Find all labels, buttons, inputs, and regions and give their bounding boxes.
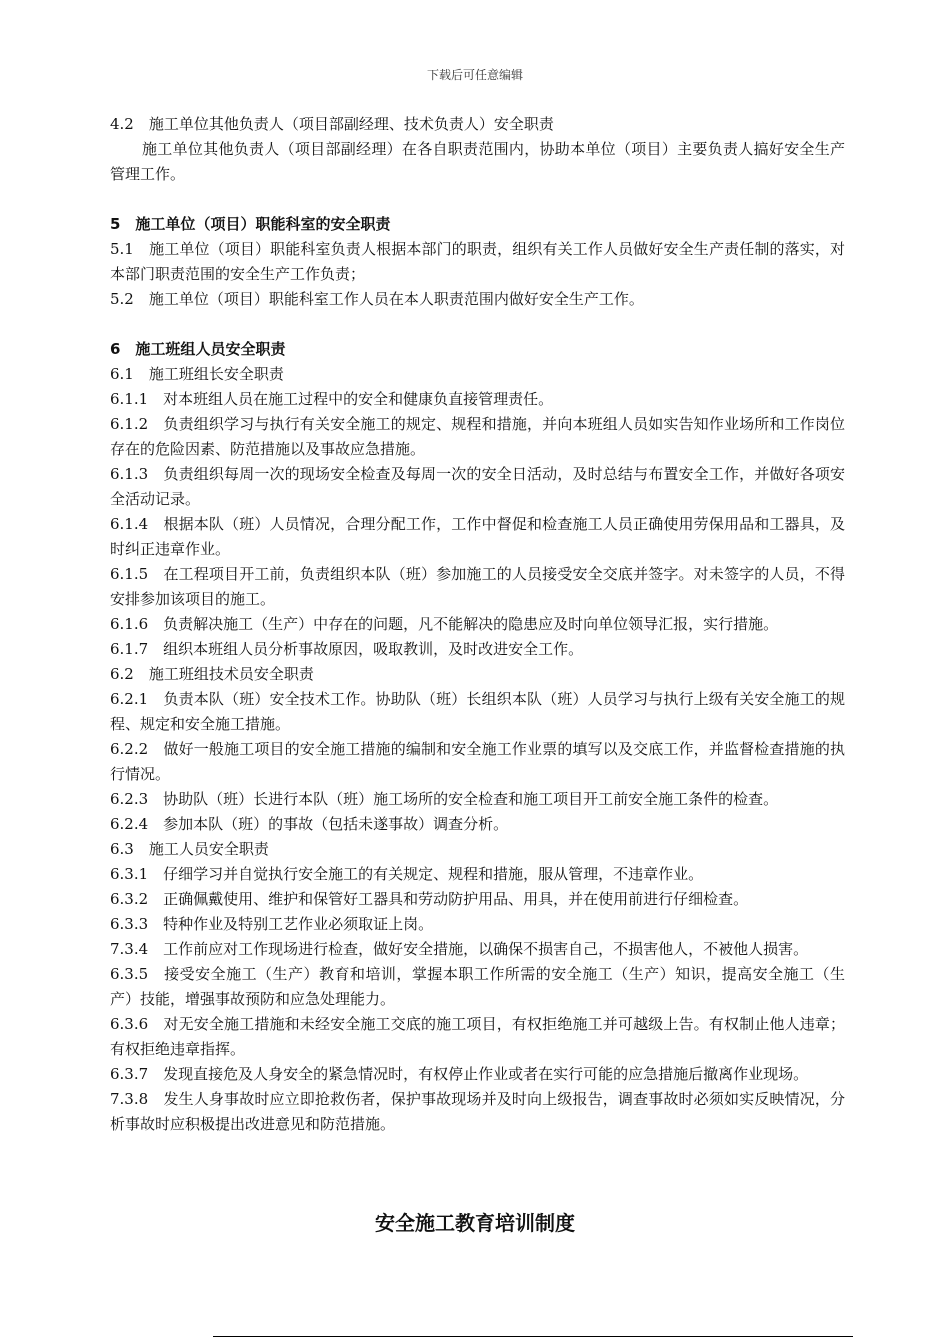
document-title: 安全施工教育培训制度 bbox=[375, 1211, 575, 1235]
document-body bbox=[110, 112, 845, 1137]
paragraph: 6.1.2 负责组织学习与执行有关安全施工的规定、规程和措施，并向本班组人员如实告知作业场所和工作岗位存在的危险因素、防范措施以及事故应急措施。 bbox=[110, 415, 845, 458]
paragraph: 6.1 施工班组长安全职责 bbox=[110, 365, 284, 383]
blank-line bbox=[110, 312, 845, 337]
paragraph: 6.3.7 发现直接危及人身安全的紧急情况时，有权停止作业或者在实行可能的应急措施后撤离作业现场。 bbox=[110, 1065, 809, 1083]
paragraph: 6.3.5 接受安全施工（生产）教育和培训，掌握本职工作所需的安全施工（生产）知识，提高安全施工（生产）技能，增强事故预防和应急处理能力。 bbox=[110, 965, 845, 1008]
page-header-note: 下载后可任意编辑 bbox=[426, 68, 523, 82]
paragraph: 7.3.8 发生人身事故时应立即抢救伤者，保护事故现场并及时向上级报告，调查事故时必须如实反映情况，分析事故时应积极提出改进意见和防范措施。 bbox=[110, 1090, 845, 1133]
blank-line bbox=[110, 187, 845, 212]
paragraph: 4.2 施工单位其他负责人（项目部副经理、技术负责人）安全职责 bbox=[110, 115, 554, 133]
paragraph: 6.1.7 组织本班组人员分析事故原因，吸取教训，及时改进安全工作。 bbox=[110, 640, 584, 658]
paragraph: 6.1.5 在工程项目开工前，负责组织本队（班）参加施工的人员接受安全交底并签字。对未签字的人员，不得安排参加该项目的施工。 bbox=[110, 565, 845, 608]
paragraph: 6.3.1 仔细学习并自觉执行安全施工的有关规定、规程和措施，服从管理，不违章作业。 bbox=[110, 865, 704, 883]
paragraph: 6.2 施工班组技术员安全职责 bbox=[110, 665, 314, 683]
paragraph: 5.1 施工单位（项目）职能科室负责人根据本部门的职责，组织有关工作人员做好安全生产责任制的落实，对本部门职责范围的安全生产工作负责； bbox=[110, 240, 845, 283]
section-heading: 5 施工单位（项目）职能科室的安全职责 bbox=[110, 215, 391, 233]
paragraph: 6.2.2 做好一般施工项目的安全施工措施的编制和安全施工作业票的填写以及交底工作，并监督检查措施的执行情况。 bbox=[110, 740, 845, 783]
paragraph: 6.3.2 正确佩戴使用、维护和保管好工器具和劳动防护用品、用具，并在使用前进行仔细检查。 bbox=[110, 890, 749, 908]
paragraph: 6.1.1 对本班组人员在施工过程中的安全和健康负直接管理责任。 bbox=[110, 390, 554, 408]
paragraph: 施工单位其他负责人（项目部副经理）在各自职责范围内，协助本单位（项目）主要负责人搞好安全生产管理工作。 bbox=[110, 140, 845, 183]
footer-divider bbox=[213, 1336, 853, 1337]
paragraph: 6.3 施工人员安全职责 bbox=[110, 840, 269, 858]
paragraph: 5.2 施工单位（项目）职能科室工作人员在本人职责范围内做好安全生产工作。 bbox=[110, 290, 644, 308]
paragraph: 6.1.6 负责解决施工（生产）中存在的问题，凡不能解决的隐患应及时向单位领导汇报，实行措施。 bbox=[110, 615, 779, 633]
paragraph: 6.1.3 负责组织每周一次的现场安全检查及每周一次的安全日活动，及时总结与布置安全工作，并做好各项安全活动记录。 bbox=[110, 465, 845, 508]
section-heading: 6 施工班组人员安全职责 bbox=[110, 340, 286, 358]
paragraph: 7.3.4 工作前应对工作现场进行检查，做好安全措施，以确保不损害自己，不损害他人，不被他人损害。 bbox=[110, 940, 809, 958]
paragraph: 6.2.4 参加本队（班）的事故（包括未遂事故）调查分析。 bbox=[110, 815, 509, 833]
paragraph: 6.1.4 根据本队（班）人员情况，合理分配工作，工作中督促和检查施工人员正确使用劳保用品和工器具，及时纠正违章作业。 bbox=[110, 515, 845, 558]
paragraph: 6.3.3 特种作业及特别工艺作业必须取证上岗。 bbox=[110, 915, 434, 933]
paragraph: 6.2.3 协助队（班）长进行本队（班）施工场所的安全检查和施工项目开工前安全施工条件的检查。 bbox=[110, 790, 779, 808]
paragraph: 6.2.1 负责本队（班）安全技术工作。协助队（班）长组织本队（班）人员学习与执行上级有关安全施工的规程、规定和安全施工措施。 bbox=[110, 690, 845, 733]
paragraph: 6.3.6 对无安全施工措施和未经安全施工交底的施工项目，有权拒绝施工并可越级上告。有权制止他人违章；有权拒绝违章指挥。 bbox=[110, 1015, 845, 1058]
